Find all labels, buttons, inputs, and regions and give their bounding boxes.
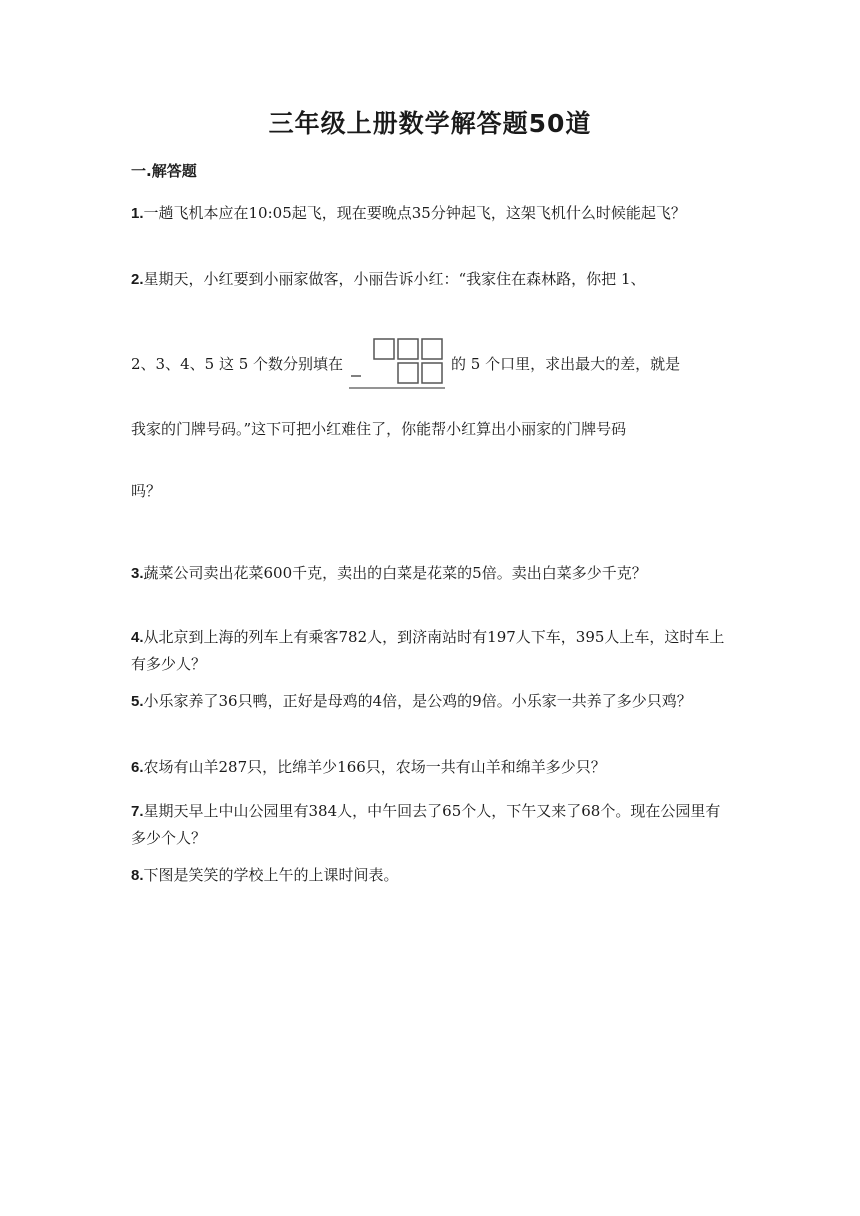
question-7 [131, 798, 735, 851]
question-text: 农场有山羊287只，比绵羊少166只，农场一共有山羊和绵羊多少只？ [143, 758, 606, 776]
question-text: 星期天，小红要到小丽家做客，小丽告诉小红：“我家住在森林路，你把 1、 [143, 270, 646, 288]
question-number: 6. [131, 759, 144, 776]
question-2-line-1 [131, 266, 735, 293]
question-number: 8. [131, 867, 144, 884]
question-text: 2、3、4、5 这 5 个数分别填在 [131, 355, 344, 373]
digit-box [398, 339, 418, 359]
question-number: 1. [131, 205, 144, 222]
question-text: 一趟飞机本应在10:05起飞，现在要晚点35分钟起飞，这架飞机什么时候能起飞？ [143, 204, 686, 222]
question-text: 下图是笑笑的学校上午的上课时间表。 [143, 866, 399, 884]
question-text: 蔬菜公司卖出花菜600千克，卖出的白菜是花菜的5倍。卖出白菜多少千克？ [143, 564, 647, 582]
digit-box [374, 339, 394, 359]
question-4 [131, 624, 735, 677]
section-heading: 一.解答题 [131, 162, 197, 180]
question-number: 3. [131, 565, 144, 582]
question-2-line-3 [131, 416, 735, 442]
question-6 [131, 754, 735, 781]
question-2-line-2 [131, 336, 735, 392]
question-text: 星期天早上中山公园里有384人，中午回去了65个人，下午又来了68个。现在公园里有多少个人？ [131, 802, 721, 847]
question-text: 我家的门牌号码。”这下可把小红难住了，你能帮小红算出小丽家的门牌号码 [131, 420, 627, 438]
question-text: 小乐家养了36只鸭，正好是母鸡的4倍，是公鸡的9倍。小乐家一共养了多少只鸡？ [143, 692, 692, 710]
question-text: 的 5 个口里，求出最大的差，就是 [451, 355, 681, 373]
question-1 [131, 200, 735, 227]
question-8 [131, 862, 735, 889]
page-title: 三年级上册数学解答题50道 [268, 109, 592, 138]
question-text: 吗？ [131, 482, 162, 500]
question-5 [131, 688, 735, 715]
question-number: 4. [131, 629, 144, 646]
digit-box [422, 363, 442, 383]
question-2-line-4 [131, 478, 735, 504]
digit-box [398, 363, 418, 383]
question-3 [131, 560, 735, 587]
question-number: 7. [131, 803, 144, 820]
digit-box [422, 339, 442, 359]
question-number: 5. [131, 693, 144, 710]
question-text: 从北京到上海的列车上有乘客782人，到济南站时有197人下车，395人上车，这时车上有多少人？ [131, 628, 725, 673]
subtraction-boxes-figure [347, 337, 447, 393]
question-number: 2. [131, 271, 144, 288]
